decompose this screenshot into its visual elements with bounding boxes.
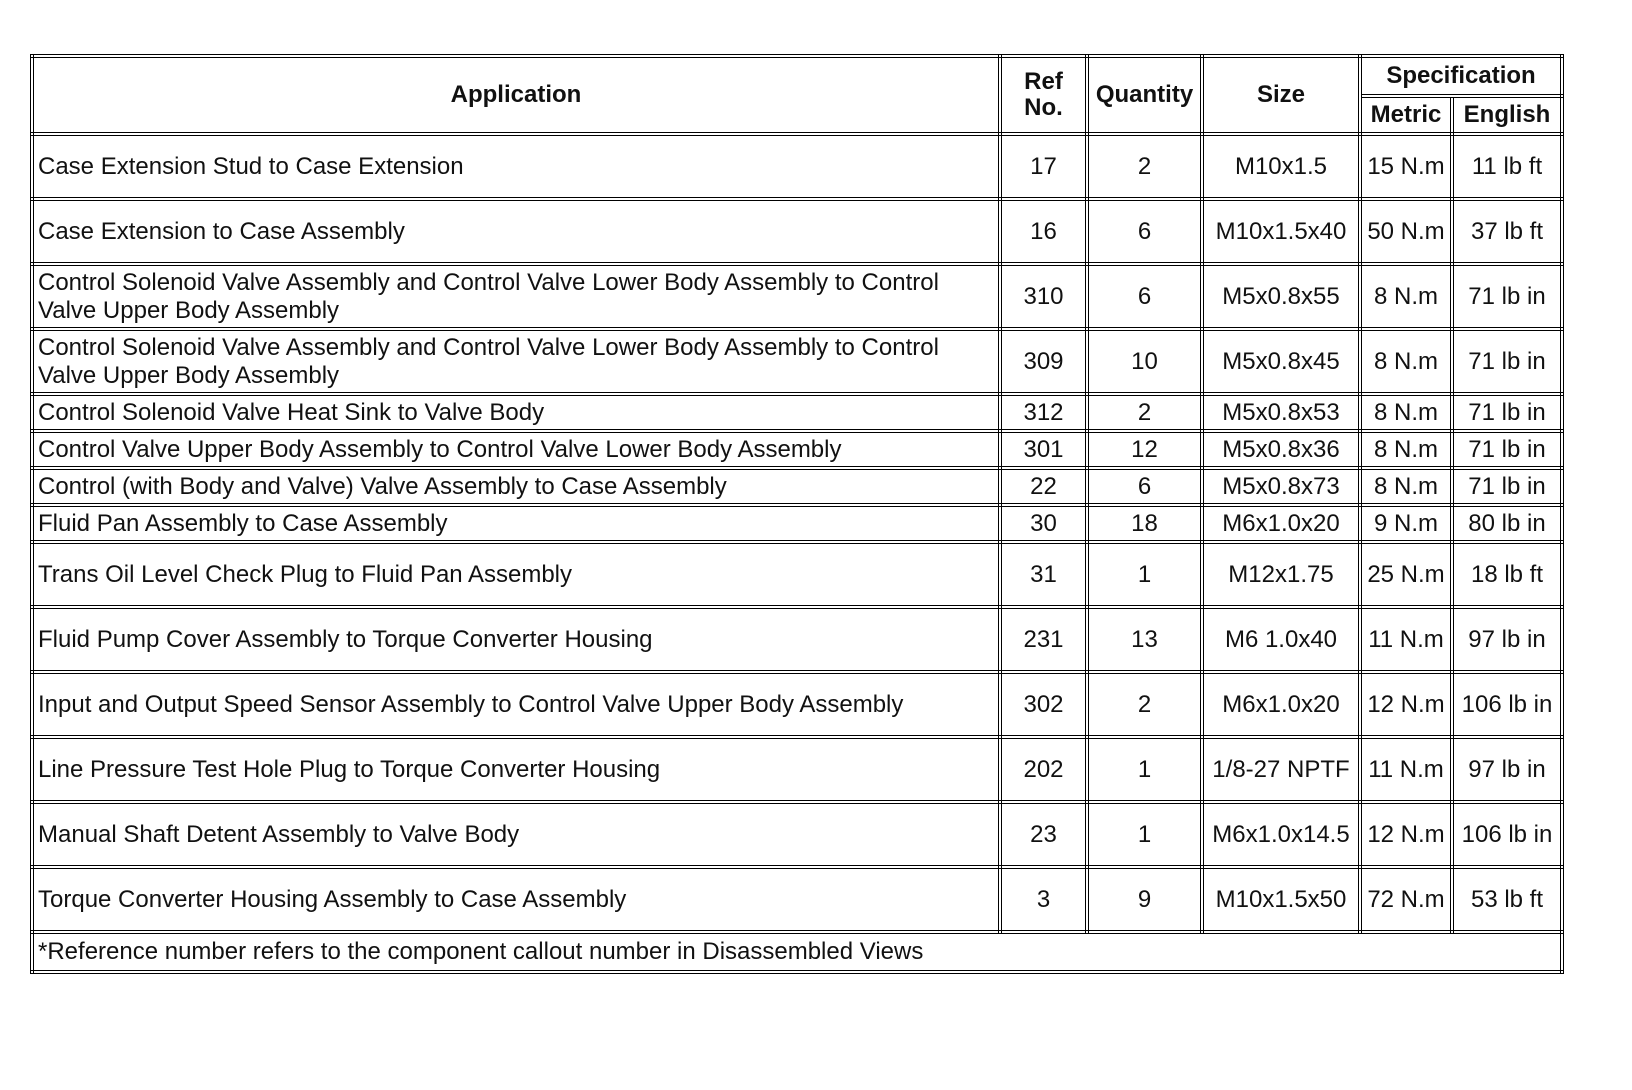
fastener-spec-table-wrapper — [30, 54, 1560, 974]
header-english: English — [1452, 96, 1562, 134]
cell-metric: 50 N.m — [1360, 199, 1452, 264]
table-row — [32, 199, 1562, 264]
cell-quantity: 1 — [1087, 802, 1202, 867]
cell-ref: 23 — [1000, 802, 1087, 867]
cell-ref: 202 — [1000, 737, 1087, 802]
header-row-top — [32, 56, 1562, 96]
cell-english: 80 lb in — [1452, 505, 1562, 542]
cell-size: M6x1.0x20 — [1202, 505, 1360, 542]
cell-english: 37 lb ft — [1452, 199, 1562, 264]
cell-quantity: 1 — [1087, 542, 1202, 607]
cell-english: 97 lb in — [1452, 607, 1562, 672]
cell-application: Manual Shaft Detent Assembly to Valve Body — [32, 802, 1000, 867]
cell-english: 97 lb in — [1452, 737, 1562, 802]
cell-application: Fluid Pump Cover Assembly to Torque Converter Housing — [32, 607, 1000, 672]
cell-application: Line Pressure Test Hole Plug to Torque Converter Housing — [32, 737, 1000, 802]
cell-ref: 231 — [1000, 607, 1087, 672]
cell-quantity: 9 — [1087, 867, 1202, 932]
table-row — [32, 737, 1562, 802]
cell-ref: 3 — [1000, 867, 1087, 932]
header-quantity: Quantity — [1087, 56, 1202, 134]
cell-metric: 8 N.m — [1360, 329, 1452, 394]
cell-size: M10x1.5x50 — [1202, 867, 1360, 932]
header-size: Size — [1202, 56, 1360, 134]
cell-metric: 15 N.m — [1360, 134, 1452, 199]
header-application: Application — [32, 56, 1000, 134]
cell-english: 18 lb ft — [1452, 542, 1562, 607]
table-row — [32, 505, 1562, 542]
cell-ref: 310 — [1000, 264, 1087, 329]
cell-quantity: 18 — [1087, 505, 1202, 542]
table-row — [32, 867, 1562, 932]
cell-quantity: 6 — [1087, 468, 1202, 505]
cell-quantity: 2 — [1087, 394, 1202, 431]
cell-size: M5x0.8x53 — [1202, 394, 1360, 431]
footnote-row — [32, 932, 1562, 972]
header-metric: Metric — [1360, 96, 1452, 134]
table-row — [32, 542, 1562, 607]
cell-size: M5x0.8x73 — [1202, 468, 1360, 505]
table-row — [32, 802, 1562, 867]
cell-english: 53 lb ft — [1452, 867, 1562, 932]
table-row — [32, 607, 1562, 672]
cell-application: Control Solenoid Valve Heat Sink to Valve Body — [32, 394, 1000, 431]
cell-metric: 11 N.m — [1360, 607, 1452, 672]
table-row — [32, 394, 1562, 431]
cell-metric: 8 N.m — [1360, 468, 1452, 505]
cell-english: 71 lb in — [1452, 264, 1562, 329]
cell-application: Control Valve Upper Body Assembly to Control Valve Lower Body Assembly — [32, 431, 1000, 468]
cell-application: Torque Converter Housing Assembly to Case Assembly — [32, 867, 1000, 932]
footnote: *Reference number refers to the component callout number in Disassembled Views — [32, 932, 1562, 972]
table-row — [32, 431, 1562, 468]
cell-english: 11 lb ft — [1452, 134, 1562, 199]
cell-size: M5x0.8x45 — [1202, 329, 1360, 394]
cell-application: Control (with Body and Valve) Valve Assembly to Case Assembly — [32, 468, 1000, 505]
table-row — [32, 672, 1562, 737]
cell-english: 71 lb in — [1452, 431, 1562, 468]
cell-metric: 8 N.m — [1360, 264, 1452, 329]
cell-metric: 8 N.m — [1360, 431, 1452, 468]
cell-metric: 12 N.m — [1360, 802, 1452, 867]
cell-ref: 302 — [1000, 672, 1087, 737]
cell-ref: 16 — [1000, 199, 1087, 264]
cell-quantity: 2 — [1087, 134, 1202, 199]
cell-metric: 9 N.m — [1360, 505, 1452, 542]
cell-metric: 12 N.m — [1360, 672, 1452, 737]
cell-metric: 11 N.m — [1360, 737, 1452, 802]
cell-size: M5x0.8x36 — [1202, 431, 1360, 468]
cell-english: 71 lb in — [1452, 394, 1562, 431]
cell-ref: 17 — [1000, 134, 1087, 199]
header-specification: Specification — [1360, 56, 1562, 96]
table-row — [32, 468, 1562, 505]
cell-quantity: 6 — [1087, 264, 1202, 329]
cell-application: Case Extension to Case Assembly — [32, 199, 1000, 264]
cell-ref: 309 — [1000, 329, 1087, 394]
cell-application: Fluid Pan Assembly to Case Assembly — [32, 505, 1000, 542]
cell-application: Trans Oil Level Check Plug to Fluid Pan Assembly — [32, 542, 1000, 607]
cell-english: 71 lb in — [1452, 329, 1562, 394]
cell-english: 106 lb in — [1452, 802, 1562, 867]
cell-size: M10x1.5x40 — [1202, 199, 1360, 264]
cell-english: 71 lb in — [1452, 468, 1562, 505]
cell-size: M6x1.0x20 — [1202, 672, 1360, 737]
cell-metric: 8 N.m — [1360, 394, 1452, 431]
cell-metric: 72 N.m — [1360, 867, 1452, 932]
cell-size: M6x1.0x14.5 — [1202, 802, 1360, 867]
cell-quantity: 1 — [1087, 737, 1202, 802]
cell-size: M5x0.8x55 — [1202, 264, 1360, 329]
cell-ref: 31 — [1000, 542, 1087, 607]
cell-application: Case Extension Stud to Case Extension — [32, 134, 1000, 199]
cell-ref: 22 — [1000, 468, 1087, 505]
cell-english: 106 lb in — [1452, 672, 1562, 737]
cell-application: Control Solenoid Valve Assembly and Control Valve Lower Body Assembly to Control Valve Upper Body Assembly — [32, 264, 1000, 329]
cell-size: M12x1.75 — [1202, 542, 1360, 607]
cell-application: Control Solenoid Valve Assembly and Control Valve Lower Body Assembly to Control Valve Upper Body Assembly — [32, 329, 1000, 394]
cell-quantity: 12 — [1087, 431, 1202, 468]
cell-quantity: 10 — [1087, 329, 1202, 394]
cell-metric: 25 N.m — [1360, 542, 1452, 607]
cell-ref: 301 — [1000, 431, 1087, 468]
fastener-spec-table — [30, 54, 1564, 974]
cell-ref: 30 — [1000, 505, 1087, 542]
cell-quantity: 2 — [1087, 672, 1202, 737]
cell-quantity: 13 — [1087, 607, 1202, 672]
cell-application: Input and Output Speed Sensor Assembly to Control Valve Upper Body Assembly — [32, 672, 1000, 737]
header-ref-no: Ref No. — [1000, 56, 1087, 134]
cell-size: M6 1.0x40 — [1202, 607, 1360, 672]
cell-ref: 312 — [1000, 394, 1087, 431]
table-row — [32, 134, 1562, 199]
cell-quantity: 6 — [1087, 199, 1202, 264]
cell-size: M10x1.5 — [1202, 134, 1360, 199]
table-row — [32, 329, 1562, 394]
cell-size: 1/8-27 NPTF — [1202, 737, 1360, 802]
table-row — [32, 264, 1562, 329]
